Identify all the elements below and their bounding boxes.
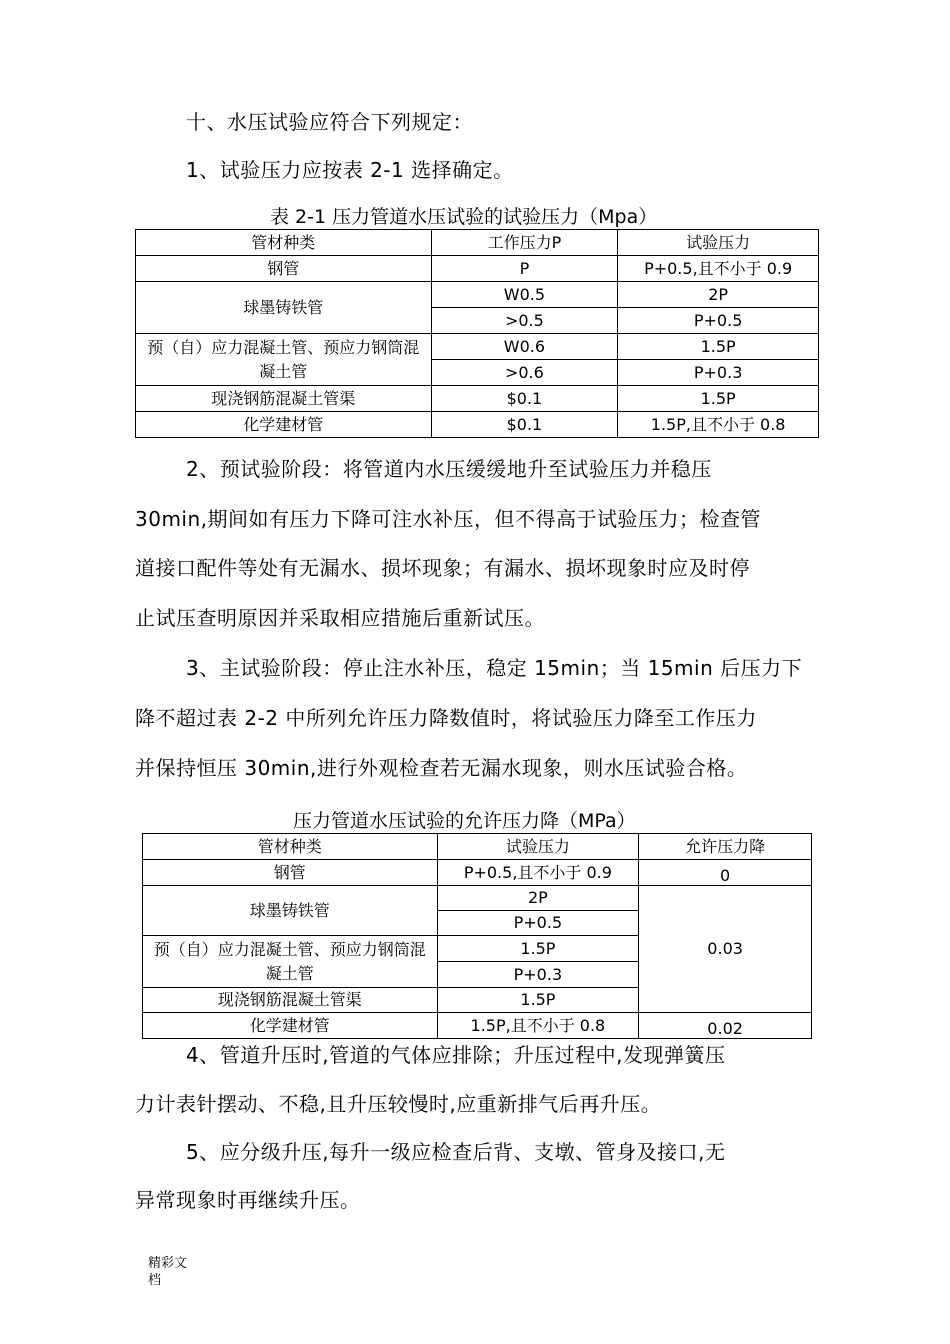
table1-caption: 表 2-1 压力管道水压试验的试验压力（Mpa） bbox=[270, 206, 658, 228]
table-cell: 0.02 bbox=[639, 1013, 812, 1039]
paragraph-3-line-2: 降不超过表 2-2 中所列允许压力降数值时，将试验压力降至工作压力 bbox=[135, 706, 757, 730]
table-cell: P+0.3 bbox=[618, 360, 819, 386]
table-cell: P+0.5 bbox=[618, 308, 819, 334]
table-cell: 钢管 bbox=[136, 256, 432, 282]
paragraph-5-line-1: 5、应分级升压,每升一级应检查后背、支墩、管身及接口,无 bbox=[186, 1140, 726, 1164]
table-cell: P+0.3 bbox=[437, 962, 639, 988]
table-cell: 现浇钢筋混凝土管渠 bbox=[143, 988, 438, 1013]
table-cell: 1.5P bbox=[618, 334, 819, 360]
table-row bbox=[143, 834, 812, 860]
table-cell: 2P bbox=[618, 282, 819, 308]
table-cell: 球墨铸铁管 bbox=[136, 282, 432, 334]
table-cell: $0.1 bbox=[431, 412, 618, 438]
table2-caption: 压力管道水压试验的允许压力降（MPa） bbox=[293, 810, 636, 832]
table-cell: 1.5P bbox=[437, 988, 639, 1013]
table-cell: >0.6 bbox=[431, 360, 618, 386]
header-cell: 工作压力P bbox=[431, 230, 618, 256]
paragraph-1: 1、试验压力应按表 2-1 选择确定。 bbox=[186, 158, 514, 182]
header-cell: 试验压力 bbox=[437, 834, 639, 860]
paragraph-3-line-1: 3、主试验阶段：停止注水补压，稳定 15min；当 15min 后压力下 bbox=[186, 656, 803, 680]
table-cell: $0.1 bbox=[431, 386, 618, 412]
allowed-pressure-drop-table bbox=[142, 833, 812, 1039]
paragraph-2-line-4: 止试压查明原因并采取相应措施后重新试压。 bbox=[135, 606, 545, 630]
header-cell: 管材种类 bbox=[143, 834, 438, 860]
table-cell: 1.5P,且不小于 0.8 bbox=[618, 412, 819, 438]
table-cell: 化学建材管 bbox=[136, 412, 432, 438]
header-cell: 管材种类 bbox=[136, 230, 432, 256]
table-row bbox=[143, 886, 812, 911]
table-row bbox=[143, 1013, 812, 1039]
table-row bbox=[136, 282, 819, 308]
header-cell: 允许压力降 bbox=[639, 834, 812, 860]
table-cell: P+0.5 bbox=[437, 911, 639, 936]
page-footer: 精彩文档 bbox=[148, 1256, 188, 1288]
table-row bbox=[143, 860, 812, 886]
table-cell: 预（自）应力混凝土管、预应力钢筒混凝土管 bbox=[136, 334, 432, 386]
table-row bbox=[136, 412, 819, 438]
paragraph-2-line-2: 30min,期间如有压力下降可注水补压，但不得高于试验压力；检查管 bbox=[135, 507, 762, 531]
table-row bbox=[136, 334, 819, 360]
table-row bbox=[136, 230, 819, 256]
table-cell: 化学建材管 bbox=[143, 1013, 438, 1039]
table-cell: 预（自）应力混凝土管、预应力钢筒混凝土管 bbox=[143, 936, 438, 988]
table-cell: P+0.5,且不小于 0.9 bbox=[618, 256, 819, 282]
table-row bbox=[136, 386, 819, 412]
table-cell: W0.6 bbox=[431, 334, 618, 360]
table-cell: P bbox=[431, 256, 618, 282]
table-cell: W0.5 bbox=[431, 282, 618, 308]
table-cell: 球墨铸铁管 bbox=[143, 886, 438, 936]
paragraph-2-line-3: 道接口配件等处有无漏水、损坏现象；有漏水、损坏现象时应及时停 bbox=[135, 556, 750, 580]
paragraph-5-line-2: 异常现象时再继续升压。 bbox=[135, 1188, 361, 1212]
table-cell: 0.03 bbox=[639, 886, 812, 1013]
table-cell: 1.5P bbox=[437, 936, 639, 962]
section-heading: 十、水压试验应符合下列规定： bbox=[186, 110, 473, 134]
table-cell: 0 bbox=[639, 860, 812, 886]
header-cell: 试验压力 bbox=[618, 230, 819, 256]
paragraph-4-line-2: 力计表针摆动、不稳,且升压较慢时,应重新排气后再升压。 bbox=[135, 1092, 662, 1116]
table-cell: 2P bbox=[437, 886, 639, 911]
table-cell: 1.5P,且不小于 0.8 bbox=[437, 1013, 639, 1039]
table-row bbox=[136, 256, 819, 282]
table-cell: 1.5P bbox=[618, 386, 819, 412]
table-cell: >0.5 bbox=[431, 308, 618, 334]
test-pressure-table bbox=[135, 229, 819, 438]
table-cell: 现浇钢筋混凝土管渠 bbox=[136, 386, 432, 412]
paragraph-3-line-3: 并保持恒压 30min,进行外观检查若无漏水现象，则水压试验合格。 bbox=[135, 756, 748, 780]
paragraph-4-line-1: 4、管道升压时,管道的气体应排除；升压过程中,发现弹簧压 bbox=[186, 1043, 726, 1067]
paragraph-2-line-1: 2、预试验阶段：将管道内水压缓缓地升至试验压力并稳压 bbox=[186, 457, 712, 481]
table-cell: 钢管 bbox=[143, 860, 438, 886]
table-cell: P+0.5,且不小于 0.9 bbox=[437, 860, 639, 886]
